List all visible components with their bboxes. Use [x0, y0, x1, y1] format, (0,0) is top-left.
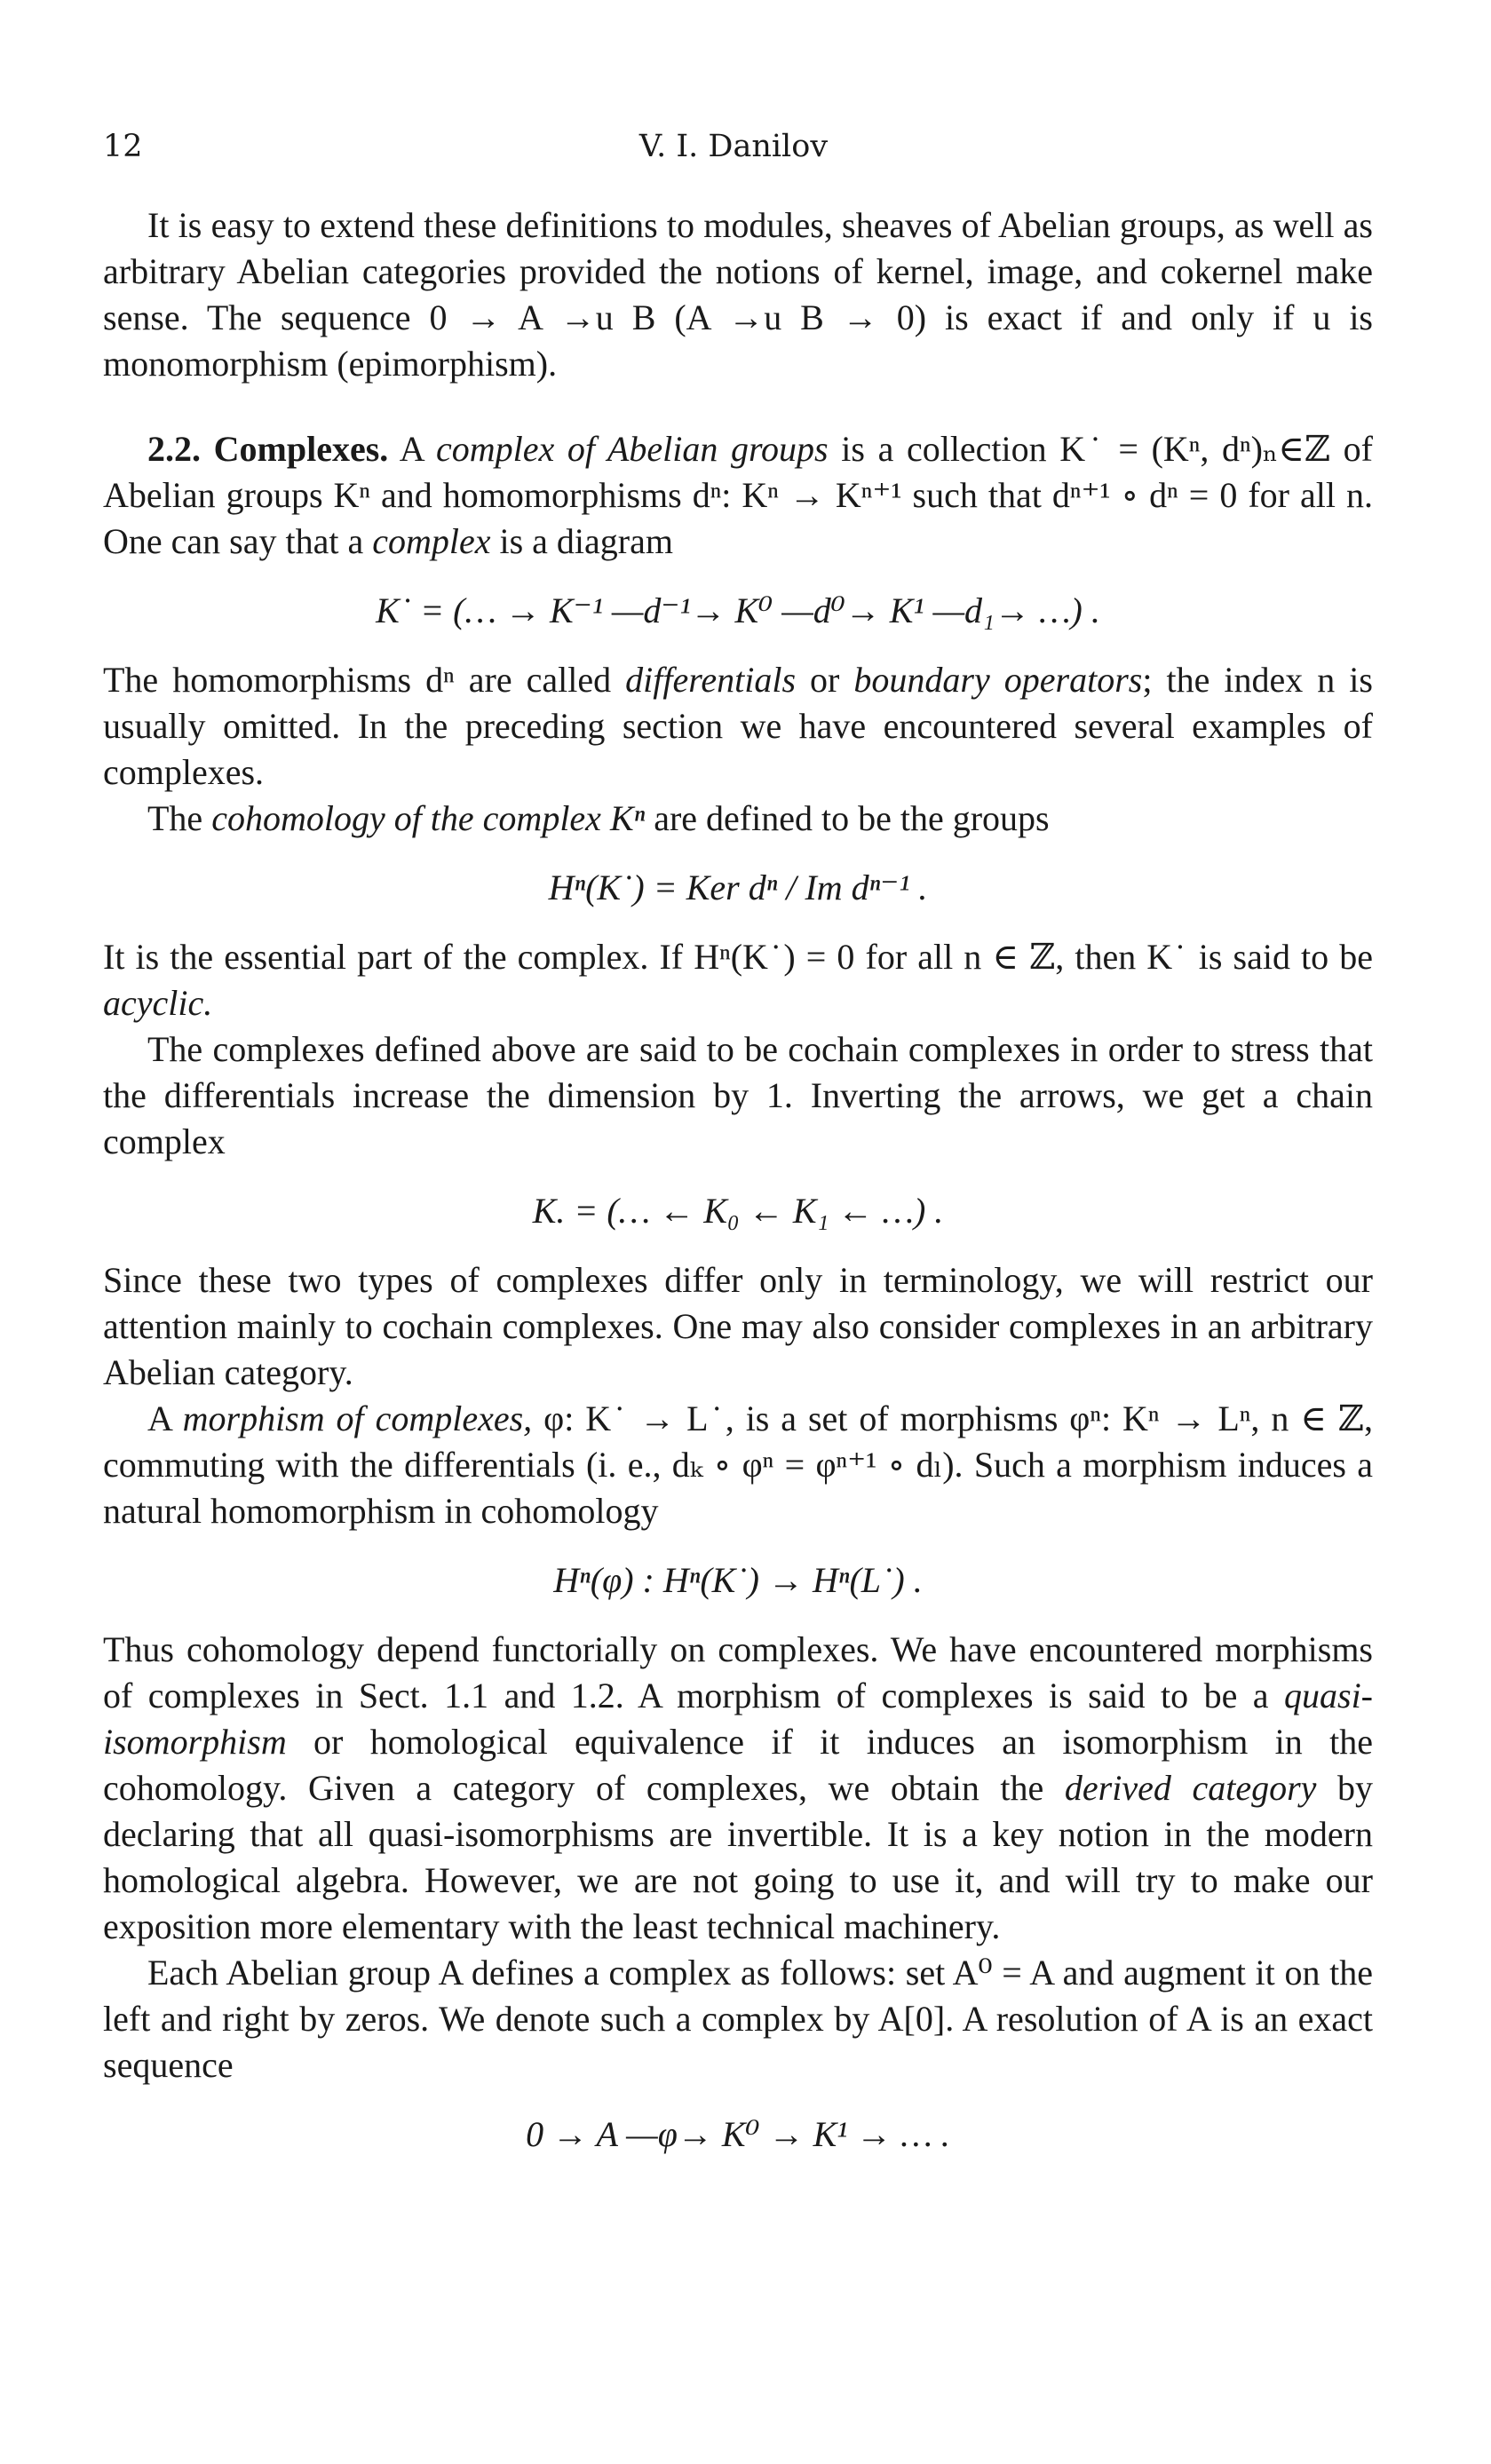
term-quasi-isomorphism: quasi-isomorphism: [103, 1676, 1373, 1762]
equation-cohomology: Hⁿ(K˙) = Ker dⁿ / Im dⁿ⁻¹ .: [548, 868, 928, 907]
term-boundary-operators: boundary operators: [853, 660, 1143, 700]
paragraph-cochain-complexes: The complexes defined above are said to be cochain complexes in order to stress that the differentials increase the dimension by 1. Inverting the arrows, we get a chain complex: [103, 1029, 1373, 1161]
section-heading: 2.2. Complexes.: [147, 429, 389, 469]
term-complex: complex: [372, 521, 491, 561]
paragraph-terminology: Since these two types of complexes differ only in terminology, we will restrict our attention mainly to cochain complexes. One may also consider complexes in an arbitrary Abelian category.: [103, 1260, 1373, 1392]
equation-induced-homomorphism: Hⁿ(φ) : Hⁿ(K˙) → Hⁿ(L˙) .: [553, 1560, 923, 1600]
equation-chain-complex: K. = (… ← K₀ ← K₁ ← …) .: [532, 1191, 944, 1231]
term-complex-of-abelian-groups: complex of Abelian groups: [436, 429, 829, 469]
section-2-2-paragraph-1: 2.2. Complexes. A complex of Abelian groups is a collection K˙ = (Kⁿ, dⁿ)ₙ∈ℤ of Abelian groups Kⁿ and homomorphisms dⁿ: Kⁿ → Kⁿ⁺¹ such that dⁿ⁺¹ ∘ dⁿ = 0 for all n. One can say that a complex is a diagram: [103, 429, 1373, 561]
paragraph-quasi-isomorphism: Thus cohomology depend functorially on complexes. We have encountered morphisms of complexes in Sect. 1.1 and 1.2. A morphism of complexes is said to be a quasi-isomorphism or homological equivalence if it induces an isomorphism in the cohomology. Given a category of complexes, we obtain the derived category by declaring that all quasi-isomorphisms are invertible. It is a key notion in the modern homological algebra. However, we are not going to use it, and will try to make our exposition more elementary with the least technical machinery.: [103, 1629, 1374, 1946]
page-header: [103, 120, 1364, 173]
paragraph-differentials: The homomorphisms dⁿ are called differentials or boundary operators; the index n is usually omitted. In the preceding section we have encountered several examples of complexes.: [103, 660, 1373, 792]
paragraph-acyclic: It is the essential part of the complex. If Hⁿ(K˙) = 0 for all n ∈ ℤ, then K˙ is said to be acyclic.: [103, 937, 1373, 1023]
paragraph-resolution: Each Abelian group A defines a complex as follows: set A⁰ = A and augment it on the left and right by zeros. We denote such a complex by A[0]. A resolution of A is an exact sequence: [103, 1953, 1373, 2085]
intro-paragraph: It is easy to extend these definitions to modules, sheaves of Abelian groups, as well as arbitrary Abelian categories provided the notions of kernel, image, and cokernel make sense. The sequence 0 → A →u B (A →u B → 0) is exact if and only if u is monomorphism (epimorphism).: [103, 205, 1373, 384]
running-head: V. I. Danilov: [638, 129, 829, 164]
term-derived-category: derived category: [1064, 1768, 1317, 1808]
term-acyclic: acyclic.: [103, 983, 213, 1023]
equation-complex-diagram: K˙ = (… → K⁻¹ —d⁻¹→ K⁰ —d⁰→ K¹ —d₁→ …) .: [376, 590, 1100, 630]
paragraph-cohomology-definition: The cohomology of the complex Kⁿ are defined to be the groups: [147, 798, 1050, 838]
term-differentials: differentials: [625, 660, 797, 700]
body-text: [103, 202, 1373, 2181]
equation-resolution: 0 → A —φ→ K⁰ → K¹ → … .: [526, 2114, 950, 2154]
term-cohomology: cohomology of the complex Kⁿ: [211, 798, 646, 838]
paragraph-morphism-of-complexes: A morphism of complexes, φ: K˙ → L˙, is a set of morphisms φⁿ: Kⁿ → Lⁿ, n ∈ ℤ, commuting with the differentials (i. e., dₖ ∘ φⁿ = φⁿ⁺¹ ∘ dₗ). Such a morphism induces a natural homomorphism in cohomology: [103, 1398, 1373, 1531]
page-number: 12: [103, 129, 143, 164]
term-morphism-of-complexes: morphism of complexes,: [182, 1398, 533, 1438]
